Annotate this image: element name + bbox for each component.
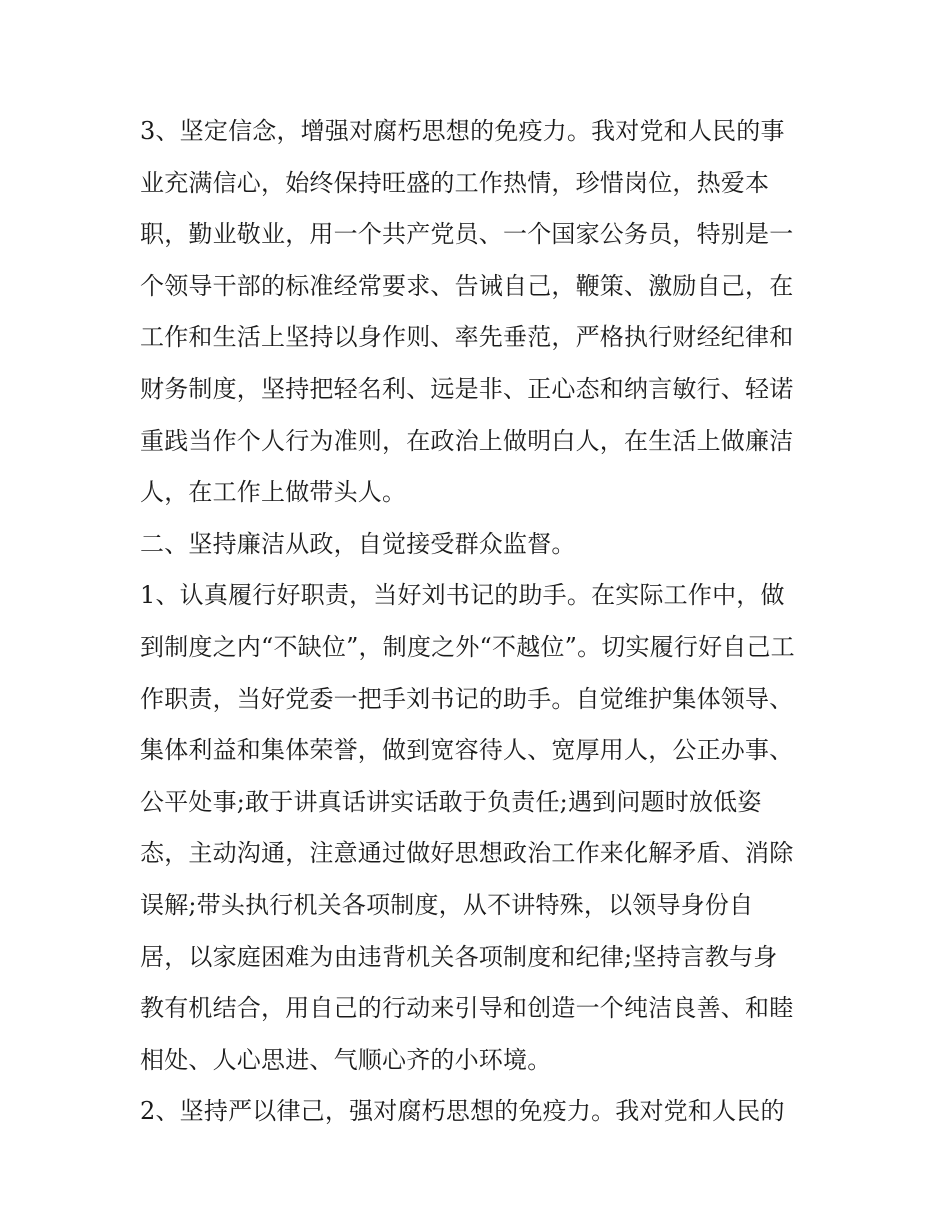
document-body: [140, 106, 820, 1138]
text-line: 到制度之内“不缺位”，制度之外“不越位”。切实履行好自己工: [140, 632, 795, 661]
text-line: 人，在工作上做带头人。: [140, 478, 407, 507]
text-line: 误解;带头执行机关各项制度，从不讲特殊，以领导身份自: [140, 890, 754, 919]
text-line: 重践当作个人行为准则，在政治上做明白人，在生活上做廉洁: [140, 426, 794, 455]
text-line: 教有机结合，用自己的行动来引导和创造一个纯洁良善、和睦: [140, 994, 794, 1023]
text-line: 居，以家庭困难为由违背机关各项制度和纪律;坚持言教与身: [140, 942, 778, 971]
text-line: 1、认真履行好职责，当好刘书记的助手。在实际工作中，做: [140, 581, 785, 610]
text-line: 业充满信心，始终保持旺盛的工作热情，珍惜岗位，热爱本: [140, 168, 770, 197]
text-line: 财务制度，坚持把轻名利、远是非、正心态和纳言敏行、轻诺: [140, 374, 794, 403]
text-line: 工作和生活上坚持以身作则、率先垂范，严格执行财经纪律和: [140, 323, 794, 352]
text-line: 公平处事;敢于讲真话讲实话敢于负责任;遇到问题时放低姿: [140, 787, 762, 816]
text-line: 个领导干部的标准经常要求、告诫自己，鞭策、激励自己，在: [140, 271, 794, 300]
text-line: 集体利益和集体荣誉，做到宽容待人、宽厚用人，公正办事、: [140, 736, 794, 765]
text-line: 态，主动沟通，注意通过做好思想政治工作来化解矛盾、消除: [140, 839, 794, 868]
section-heading: 二、坚持廉洁从政，自觉接受群众监督。: [140, 529, 576, 558]
text-line: 职，勤业敬业，用一个共产党员、一个国家公务员，特别是一: [140, 220, 794, 249]
text-line: 3、坚定信念，增强对腐朽思想的免疫力。我对党和人民的事: [140, 117, 785, 145]
text-line: 作职责，当好党委一把手刘书记的助手。自觉维护集体领导、: [140, 684, 794, 713]
text-line: 相处、人心思进、气顺心齐的小环境。: [140, 1045, 552, 1074]
text-line: 2、坚持严以律己，强对腐朽思想的免疫力。我对党和人民的: [140, 1097, 785, 1126]
